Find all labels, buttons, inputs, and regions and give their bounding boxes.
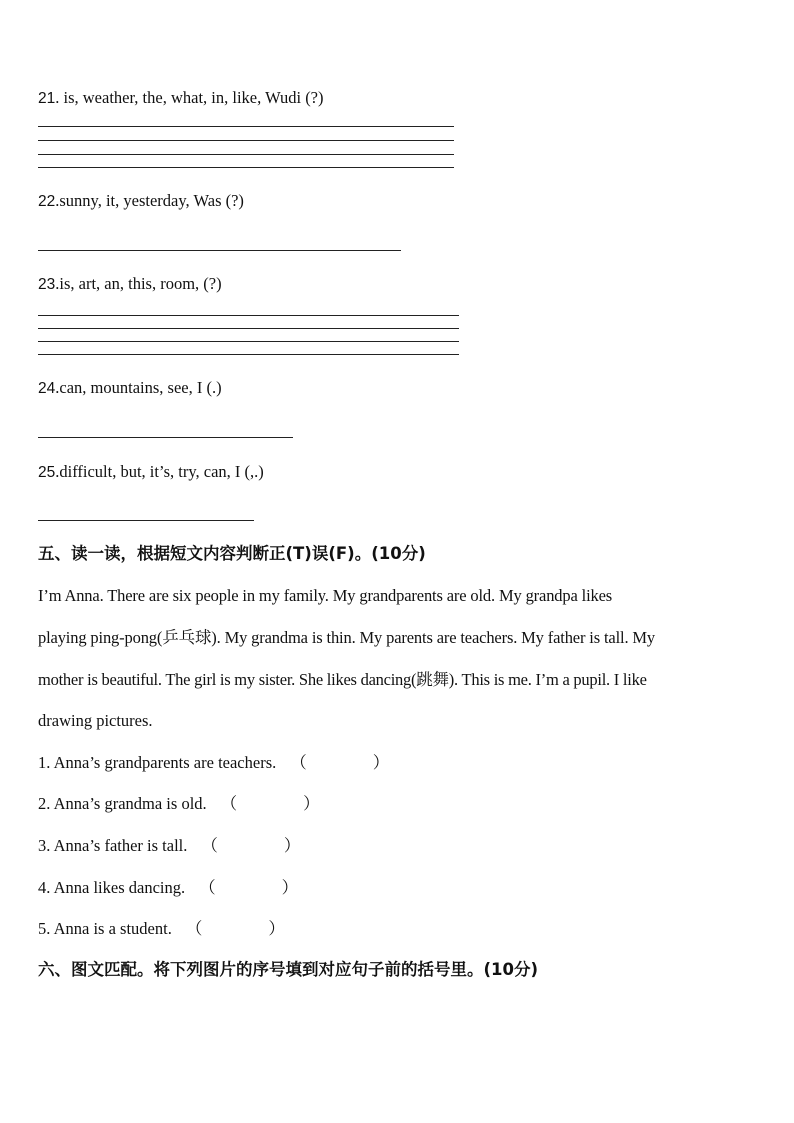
tf-item-1 xyxy=(38,752,389,774)
passage-line: drawing pictures. xyxy=(38,711,153,730)
answer-bracket[interactable]: （ ） xyxy=(185,919,285,938)
answer-line[interactable] xyxy=(38,126,454,127)
passage-line: mother is beautiful. The girl is my sister. She likes dancing(跳舞). This is me. I’m a pupil. I like xyxy=(38,670,647,689)
tf-item-3 xyxy=(38,835,300,857)
answer-bracket[interactable]: （ ） xyxy=(290,753,390,772)
answer-bracket[interactable]: （ ） xyxy=(201,836,301,855)
tf-statement: 2. Anna’s grandma is old. xyxy=(38,794,207,813)
question-words: . is, weather, the, what, in, like, Wudi (?) xyxy=(55,88,324,107)
answer-line[interactable] xyxy=(38,520,254,521)
tf-statement: 1. Anna’s grandparents are teachers. xyxy=(38,753,277,772)
answer-line[interactable] xyxy=(38,250,401,251)
question-number: 23 xyxy=(38,276,56,293)
answer-line[interactable] xyxy=(38,437,293,438)
tf-item-4 xyxy=(38,877,298,899)
answer-line[interactable] xyxy=(38,354,459,355)
answer-line[interactable] xyxy=(38,140,454,141)
answer-line[interactable] xyxy=(38,341,459,342)
question-words: .difficult, but, it’s, try, can, I (,.) xyxy=(55,462,264,481)
answer-line[interactable] xyxy=(38,328,459,329)
section-5-heading: 五、读一读，根据短文内容判断正(T)误(F)。(10分) xyxy=(38,544,426,563)
answer-line[interactable] xyxy=(38,315,459,316)
answer-line[interactable] xyxy=(38,167,454,168)
tf-statement: 5. Anna is a student. xyxy=(38,919,172,938)
answer-line[interactable] xyxy=(38,154,454,155)
answer-bracket[interactable]: （ ） xyxy=(220,794,320,813)
question-words: .can, mountains, see, I (.) xyxy=(55,378,222,397)
section-6-heading: 六、图文匹配。将下列图片的序号填到对应句子前的括号里。(10分) xyxy=(38,960,539,979)
tf-statement: 3. Anna’s father is tall. xyxy=(38,836,188,855)
tf-item-5 xyxy=(38,918,285,940)
tf-statement: 4. Anna likes dancing. xyxy=(38,878,186,897)
passage-line: I’m Anna. There are six people in my family. My grandparents are old. My grandpa likes xyxy=(38,586,613,605)
answer-bracket[interactable]: （ ） xyxy=(199,878,299,897)
question-23 xyxy=(38,274,222,295)
question-number: 22 xyxy=(38,193,56,210)
question-21 xyxy=(38,88,324,109)
question-number: 24 xyxy=(38,380,56,397)
question-number: 21 xyxy=(38,90,56,107)
question-25 xyxy=(38,462,264,483)
question-24 xyxy=(38,378,222,399)
question-words: .is, art, an, this, room, (?) xyxy=(55,274,222,293)
passage-line: playing ping-pong(乒乓球). My grandma is thin. My parents are teachers. My father is tall. My xyxy=(38,628,656,647)
question-words: .sunny, it, yesterday, Was (?) xyxy=(55,191,244,210)
question-22 xyxy=(38,191,244,212)
question-number: 25 xyxy=(38,464,56,481)
tf-item-2 xyxy=(38,793,320,815)
